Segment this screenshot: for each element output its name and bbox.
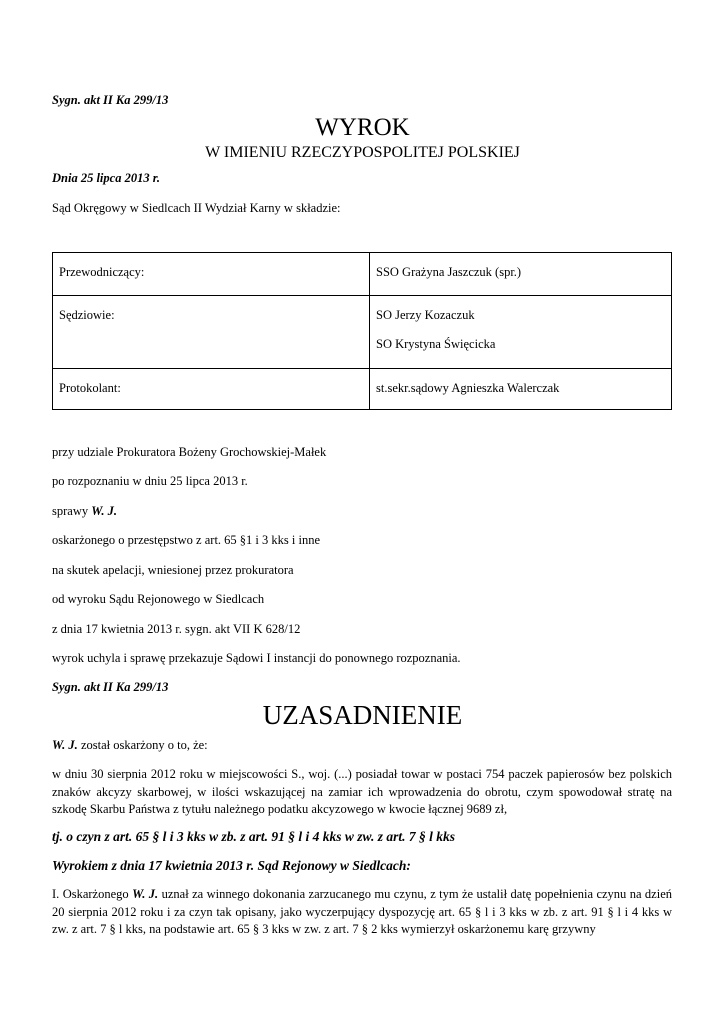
body-line: od wyroku Sądu Rejonowego w Siedlcach (52, 592, 265, 606)
body-text: I. Oskarżonego (52, 887, 133, 901)
table-row (53, 296, 672, 369)
panel-value (370, 253, 672, 296)
panel-label: Sędziowie: (53, 296, 370, 369)
body-text: uznał za winnego dokonania zarzucanego mu czynu, z tym że ustalił datę popełnienia czynu na dzień 20 sierpnia 2012 roku i za czyn tak opisany, jako wyczerpujący dyspozycję art. 65 § l i 3 kks w zb. z art. 91 § l i 4 kks w zw. z art. 7 § l kks, na podstawie art. 65 § 3 kks w zw. z art. 7 § 2 kks wymierzył oskarżonemu karę grzywny (52, 887, 672, 936)
judgment-subtitle: W IMIENIU RZECZYPOSPOLITEJ POLSKIEJ (205, 144, 520, 161)
body-line: wyrok uchyla i sprawę przekazuje Sądowi I instancji do ponownego rozpoznania. (52, 651, 461, 665)
case-signature: Sygn. akt II Ka 299/13 (52, 680, 169, 694)
presiding-judge: SSO Grażyna Jaszczuk (spr.) (376, 265, 522, 279)
court-clerk: st.sekr.sądowy Agnieszka Walerczak (376, 381, 560, 395)
court-composition: Sąd Okręgowy w Siedlcach II Wydział Karny w składzie: (52, 201, 341, 215)
body-text: sprawy (52, 504, 92, 518)
body-line: na skutek apelacji, wniesionej przez prokuratora (52, 563, 294, 577)
accused-line (52, 738, 208, 753)
verdict-intro: Wyrokiem z dnia 17 kwietnia 2013 r. Sąd Rejonowy w Siedlcach: (52, 858, 411, 873)
case-signature: Sygn. akt II Ka 299/13 (52, 93, 169, 107)
legal-qualification: tj. o czyn z art. 65 § l i 3 kks w zb. z art. 91 § l i 4 kks w zw. z art. 7 § l kks (52, 829, 456, 844)
table-row (53, 253, 672, 296)
charge-description: w dniu 30 sierpnia 2012 roku w miejscowości S., woj. (...) posiadał towar w postaci 754 paczek papierosów bez polskich znaków akcyzy skarbowej, w ilości wskazującej na zamiar ich wprowadzenia do obrotu, czym spowodował stratę na szkodę Skarbu Państwa z tytułu należnego podatku akcyzowego w kwocie łącznej 9689 zł, (52, 767, 672, 816)
panel-label: Protokolant: (53, 369, 370, 410)
body-line: przy udziale Prokuratora Bożeny Grochowskiej-Małek (52, 445, 327, 459)
defendant-name: W. J. (91, 504, 118, 518)
panel-table (52, 252, 672, 410)
body-line (52, 504, 117, 519)
body-text: został oskarżony o to, że: (77, 738, 208, 752)
table-row (53, 369, 672, 410)
judgment-date: Dnia 25 lipca 2013 r. (52, 171, 160, 185)
justification-title: UZASADNIENIE (262, 700, 463, 730)
defendant-name: W. J. (132, 887, 159, 901)
body-line: oskarżonego o przestępstwo z art. 65 §1 i 3 kks i inne (52, 533, 320, 547)
defendant-name: W. J. (52, 738, 78, 752)
verdict-paragraph (52, 886, 672, 939)
panel-value (370, 369, 672, 410)
body-line: po rozpoznaniu w dniu 25 lipca 2013 r. (52, 474, 248, 488)
panel-label: Przewodniczący: (53, 253, 370, 296)
judgment-title: WYROK (315, 114, 410, 141)
judge-name: SO Jerzy Kozaczuk (376, 308, 475, 322)
body-line: z dnia 17 kwietnia 2013 r. sygn. akt VII K 628/12 (52, 622, 301, 636)
panel-value (370, 296, 672, 369)
judge-name: SO Krystyna Święcicka (376, 337, 496, 351)
